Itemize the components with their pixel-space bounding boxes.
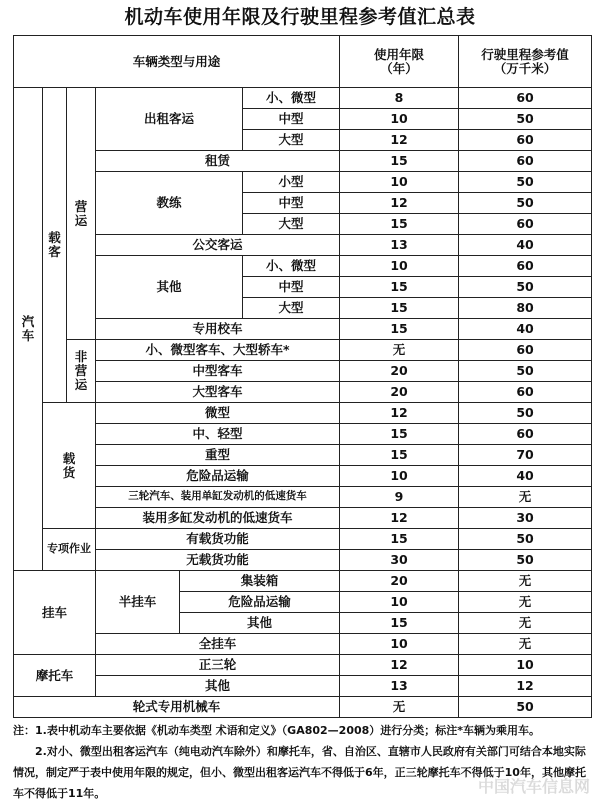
table-row [14,319,592,340]
vertical-char: 非 [74,349,88,365]
group-commercial [67,88,96,340]
row-label: 小、微型 [243,88,340,109]
row-mileage: 无 [459,613,592,634]
table-row [14,361,592,382]
row-label: 专用校车 [96,319,340,340]
row-label: 中型 [243,193,340,214]
row-mileage: 10 [459,655,592,676]
row-mileage: 40 [459,466,592,487]
group-semi-trailer: 半挂车 [96,571,180,634]
table-row [14,676,592,697]
row-years: 10 [340,109,459,130]
row-mileage: 60 [459,256,592,277]
group-cargo [43,403,96,529]
row-years: 15 [340,214,459,235]
row-mileage: 无 [459,487,592,508]
vehicle-table [13,35,592,718]
row-label: 重型 [96,445,340,466]
row-years: 13 [340,235,459,256]
row-label: 小型 [243,172,340,193]
vertical-char: 运 [74,376,88,392]
row-years: 15 [340,151,459,172]
row-label: 微型 [96,403,340,424]
table-row [14,550,592,571]
row-label: 全挂车 [96,634,340,655]
row-years: 15 [340,298,459,319]
group-special-op: 专项作业 [43,529,96,571]
row-label: 中型客车 [96,361,340,382]
row-mileage: 70 [459,445,592,466]
group-motorcycle: 摩托车 [14,655,96,697]
row-label: 危险品运输 [96,466,340,487]
group-auto [14,88,43,571]
row-years: 12 [340,403,459,424]
row-mileage: 无 [459,634,592,655]
row-years: 10 [340,634,459,655]
table-row [14,235,592,256]
row-years: 15 [340,445,459,466]
group-trailer: 挂车 [14,571,96,655]
row-years: 15 [340,424,459,445]
row-years: 30 [340,550,459,571]
row-mileage: 50 [459,109,592,130]
row-years: 20 [340,361,459,382]
row-years: 15 [340,529,459,550]
row-years: 12 [340,655,459,676]
group-coach: 教练 [96,172,243,235]
row-years: 8 [340,88,459,109]
row-years: 15 [340,319,459,340]
table-row [14,172,592,193]
row-label: 大型 [243,130,340,151]
row-label: 装用多缸发动机的低速货车 [96,508,340,529]
vertical-char: 载 [62,450,76,466]
row-label: 大型 [243,298,340,319]
row-mileage: 50 [459,172,592,193]
table-row [14,697,592,718]
vertical-char: 运 [74,212,88,228]
table-row [14,403,592,424]
row-label: 中型 [243,109,340,130]
row-mileage: 60 [459,130,592,151]
row-years: 9 [340,487,459,508]
row-years: 12 [340,508,459,529]
vertical-char: 客 [48,244,61,259]
row-mileage: 50 [459,550,592,571]
watermark-text: 中国汽车信息网 [477,777,590,796]
page-title: 机动车使用年限及行驶里程参考值汇总表 [124,6,476,28]
row-years: 15 [340,613,459,634]
header-years-label: 使用年限 [374,46,425,62]
table-row [14,634,592,655]
row-years: 20 [340,571,459,592]
group-taxi: 出租客运 [96,88,243,151]
row-label: 公交客运 [96,235,340,256]
table-row [14,424,592,445]
row-mileage: 60 [459,88,592,109]
row-label: 有载货功能 [96,529,340,550]
footnote-2: 2.对小、微型出租客运汽车（纯电动汽车除外）和摩托车，省、自治区、直辖市人民政府有关部门可结合本地实际情况，制定严于表中使用年限的规定，但小、微型出租客运汽车不得低于6年，正三轮摩托车不得低于10年，其他摩托车不得低于11年。 [13,745,586,800]
row-label: 其他 [180,613,340,634]
row-mileage: 60 [459,424,592,445]
row-mileage: 40 [459,319,592,340]
row-mileage: 30 [459,508,592,529]
row-label: 租赁 [96,151,340,172]
vertical-char: 载 [48,230,61,246]
row-label: 其他 [96,676,340,697]
table-row [14,655,592,676]
row-label: 集装箱 [180,571,340,592]
vertical-char: 车 [21,328,35,343]
row-years: 10 [340,256,459,277]
row-mileage: 无 [459,571,592,592]
header-mileage-label: 行驶里程参考值 [481,46,569,62]
row-label: 中型 [243,277,340,298]
row-mileage: 80 [459,298,592,319]
row-years: 无 [340,697,459,718]
table-row [14,529,592,550]
table-row [14,151,592,172]
table-row [14,487,592,508]
table-row [14,340,592,361]
row-mileage: 50 [459,529,592,550]
table-row [14,571,592,592]
table-row [14,88,592,109]
header-mileage [459,36,592,88]
row-years: 12 [340,193,459,214]
row-label: 轮式专用机械车 [14,697,340,718]
row-label: 小、微型 [243,256,340,277]
row-label: 大型客车 [96,382,340,403]
table-header [14,36,592,88]
group-noncommercial [67,340,96,403]
row-mileage: 60 [459,151,592,172]
row-years: 12 [340,130,459,151]
row-years: 10 [340,172,459,193]
group-passenger [43,88,67,403]
header-mileage-unit: （万千米） [493,60,557,76]
footnote-1: 注：1.表中机动车主要依据《机动车类型 术语和定义》（GA802—2008）进行分类；标注*车辆为乘用车。 [13,724,541,737]
row-label: 危险品运输 [180,592,340,613]
vertical-char: 营 [74,198,88,214]
row-years: 10 [340,592,459,613]
row-label: 无载货功能 [96,550,340,571]
header-years-unit: （年） [380,60,418,76]
header-years [340,36,459,88]
table-row [14,508,592,529]
row-label: 三轮汽车、装用单缸发动机的低速货车 [96,487,340,508]
row-mileage: 60 [459,340,592,361]
row-mileage: 50 [459,697,592,718]
table-row [14,256,592,277]
row-mileage: 50 [459,403,592,424]
row-mileage: 40 [459,235,592,256]
row-label: 小、微型客车、大型轿车* [96,340,340,361]
vertical-char: 货 [62,464,76,480]
row-years: 15 [340,277,459,298]
vertical-char: 汽 [21,314,35,330]
row-mileage: 12 [459,676,592,697]
row-label: 正三轮 [96,655,340,676]
row-mileage: 60 [459,214,592,235]
row-years: 20 [340,382,459,403]
row-mileage: 60 [459,382,592,403]
row-mileage: 无 [459,592,592,613]
table-row [14,445,592,466]
row-years: 10 [340,466,459,487]
row-label: 中、轻型 [96,424,340,445]
group-other: 其他 [96,256,243,319]
row-years: 无 [340,340,459,361]
footnotes [13,720,593,804]
header-type-use: 车辆类型与用途 [14,36,340,88]
table-row [14,466,592,487]
table-row [14,382,592,403]
row-years: 13 [340,676,459,697]
row-label: 大型 [243,214,340,235]
row-mileage: 50 [459,193,592,214]
vertical-char: 营 [74,363,88,379]
row-mileage: 50 [459,361,592,382]
row-mileage: 50 [459,277,592,298]
